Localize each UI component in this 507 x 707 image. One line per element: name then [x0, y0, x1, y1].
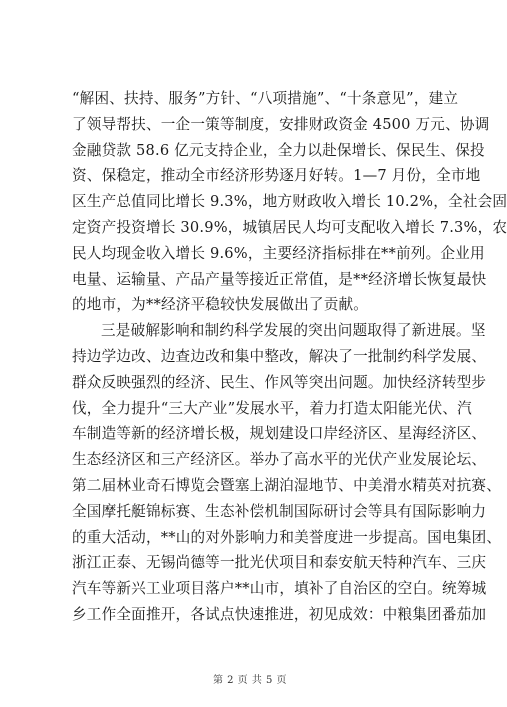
text-line: 电量、运输量、产品产量等接近正常值，是**经济增长恢复最快	[72, 270, 487, 288]
text-line: 的地市，为**经济平稳较快发展做出了贡献。	[72, 296, 369, 314]
text-line: “解困、扶持、服务”方针、“八项措施”、“十条意见”，建立	[72, 90, 459, 107]
text-line: 了领导帮扶、一企一策等制度，安排财政资金 4500 万元、协调	[72, 115, 490, 133]
text-line: 乡工作全面推开，各试点快速推进，初见成效：中粮集团番茄加	[72, 605, 487, 623]
text-line: 定资产投资增长 30.9%，城镇居民人均可支配收入增长 7.3%，农	[72, 218, 507, 236]
text-line: 汽车等新兴工业项目落户**山市，填补了自治区的空白。统筹城	[72, 580, 487, 598]
page-number-footer: 第 2 页 共 5 页	[212, 675, 288, 686]
text-line: 生态经济区和三产经济区。举办了高水平的光伏产业发展论坛、	[72, 451, 487, 469]
text-line: 区生产总值同比增长 9.3%，地方财政收入增长 10.2%，全社会固	[72, 193, 507, 211]
text-line: 金融贷款 58.6 亿元支持企业，全力以赴保增长、保民生、保投	[72, 141, 485, 159]
text-line: 群众反映强烈的经济、民生、作风等突出问题。加快经济转型步	[72, 373, 487, 391]
text-line: 全国摩托艇锦标赛、生态补偿机制国际研讨会等具有国际影响力	[72, 502, 487, 520]
text-line: 的重大活动，**山的对外影响力和美誉度进一步提高。国电集团、	[72, 528, 502, 546]
text-line: 民人均现金收入增长 9.6%，主要经济指标排在**前列。企业用	[72, 244, 485, 262]
text-line: 车制造等新的经济增长极，规划建设口岸经济区、星海经济区、	[72, 425, 487, 443]
body-text	[72, 86, 507, 628]
paragraph-start-line: 三是破解影响和制约科学发展的突出问题取得了新进展。坚	[101, 322, 486, 340]
text-line: 伐，全力提升“三大产业”发展水平，着力打造太阳能光伏、汽	[72, 399, 472, 417]
text-line: 资、保稳定，推动全市经济形势逐月好转。1—7 月份，全市地	[72, 167, 481, 185]
text-line: 持边学边改、边查边改和集中整改，解决了一批制约科学发展、	[72, 347, 487, 365]
text-line: 第二届林业奇石博览会暨塞上湖泊湿地节、中美滑水精英对抗赛、	[72, 476, 502, 494]
text-line: 浙江正泰、无锡尚德等一批光伏项目和泰安航天特种汽车、三庆	[72, 554, 487, 572]
